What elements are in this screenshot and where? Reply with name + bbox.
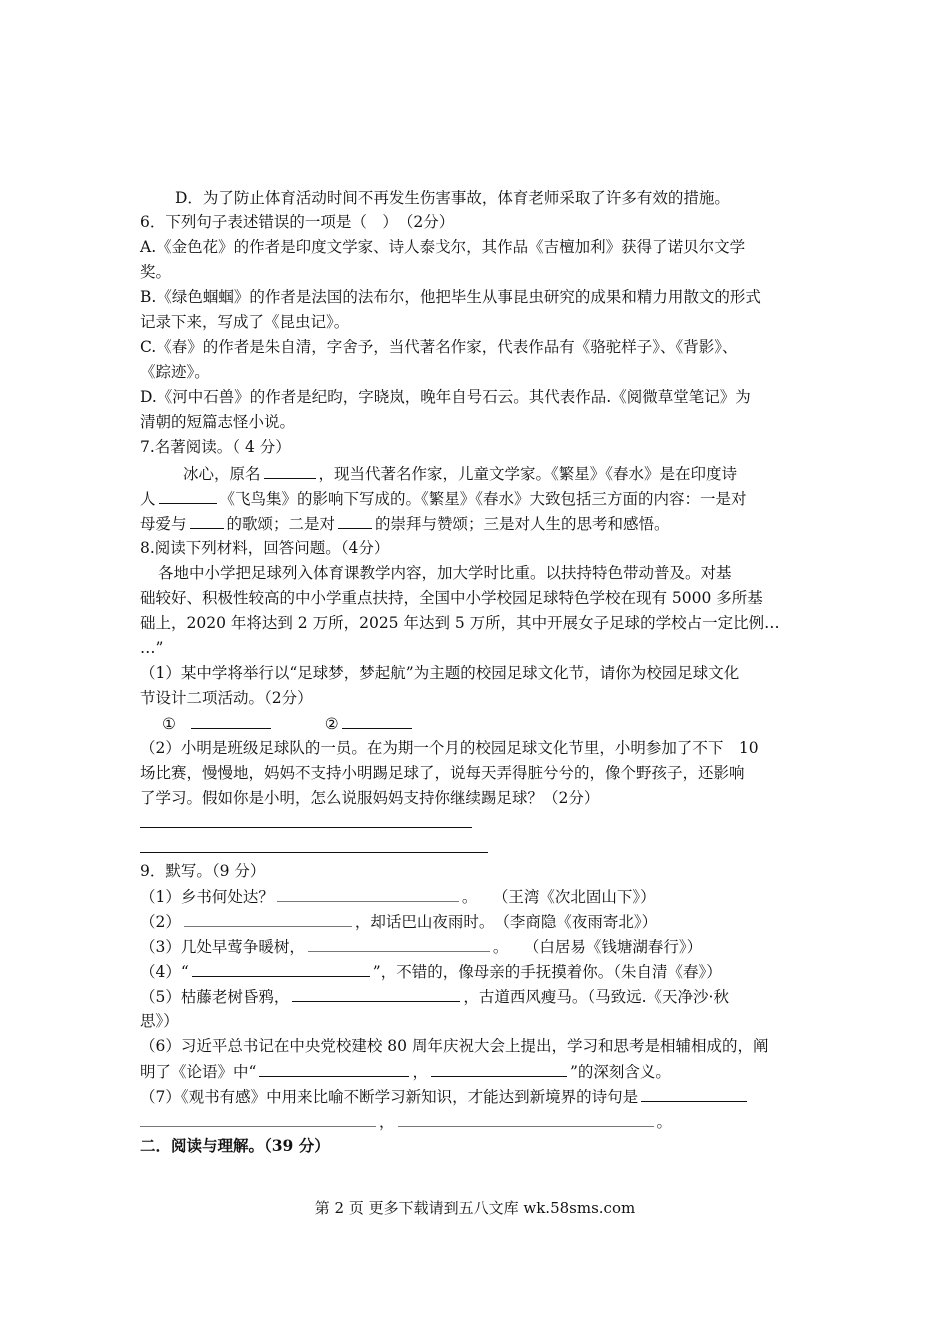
q7-line3 [140, 512, 670, 535]
q9-item6-text-a: 明了《论语》中“ [140, 1063, 257, 1081]
q9-item6-line1: （6）习近平总书记在中央党校建校 80 周年庆祝大会上提出，学习和思考是相辅相成的，阐 [140, 1037, 769, 1055]
q7-line2 [140, 487, 747, 510]
q8-part1-line2: 节设计二项活动。（2分） [140, 689, 313, 707]
q8-material-line4: …” [140, 639, 164, 657]
q7-original-name-blank[interactable] [264, 462, 316, 479]
q6-stem: 6．下列句子表述错误的一项是（ ） （2分） [140, 213, 455, 231]
q8-activity-1-blank[interactable] [191, 712, 271, 729]
q8-part2-line2: 场比赛，慢慢地，妈妈不支持小明踢足球了，说每天弄得脏兮兮的，像个野孩子，还影响 [140, 764, 745, 782]
q7-line3-text-c: 的崇拜与赞颂；三是对人生的思考和感悟。 [375, 515, 670, 533]
q9-item1-text-a: （1）乡书何处达？ [140, 888, 274, 906]
q9-item1-text-b: 。 （王湾《次北固山下》） [461, 888, 656, 906]
q8-part1-line1: （1）某中学将举行以“足球梦，梦起航”为主题的校园足球文化节，请你为校园足球文化 [140, 664, 740, 682]
q9-item4 [140, 960, 722, 983]
q9-item4-text-b: ”，不错的，像母亲的手抚摸着你。（朱自清《春》） [372, 963, 722, 981]
q9-item6-blank-2[interactable] [431, 1060, 567, 1077]
q9-item7-blank-2[interactable] [140, 1110, 376, 1127]
q7-line2-text-b: 《飞鸟集》的影响下写成的。《繁星》《春水》大致包括三方面的内容：一是对 [219, 490, 747, 508]
q8-part2-line1: （2）小明是班级足球队的一员。在为期一个月的校园足球文化节里，小明参加了不下 10 [140, 739, 759, 757]
q6-option-b-line1: B.《绿色蝈蝈》的作者是法国的法布尔，他把毕生从事昆虫研究的成果和精力用散文的形式 [140, 288, 761, 306]
q9-item5-text-a: （5）枯藤老树昏鸦， [140, 988, 290, 1006]
q7-poet-blank[interactable] [159, 487, 217, 504]
q7-line1-text-a: 冰心，原名 [183, 465, 261, 483]
q9-item7-line1 [140, 1085, 750, 1108]
q9-item6-blank-1[interactable] [259, 1060, 409, 1077]
q9-item7-line2 [140, 1110, 672, 1133]
q9-item2-text-a: （2） [140, 913, 181, 931]
q6-option-d-line1: D.《河中石兽》的作者是纪昀，字晓岚，晚年自号石云。其代表作品.《阅微草堂笔记》为 [140, 388, 751, 406]
page-footer: 第 2 页 更多下载请到五八文库 wk.58sms.com [314, 1199, 636, 1217]
q7-line1 [183, 462, 737, 485]
q7-line2-text-a: 人 [140, 490, 156, 508]
q9-item3-text-a: （3）几处早莺争暖树， [140, 938, 305, 956]
q9-item7-text-a: （7）《观书有感》中用来比喻不断学习新知识，才能达到新境界的诗句是 [140, 1088, 639, 1106]
q8-material-line1: 各地中小学把足球列入体育课教学内容，加大学时比重。以扶持特色带动普及。对基 [158, 564, 732, 582]
q6-option-b-line2: 记录下来，写成了《昆虫记》。 [140, 313, 350, 331]
q9-item7-text-c: 。 [656, 1113, 673, 1131]
q9-item3-blank[interactable] [308, 935, 490, 952]
q6-option-c-line1: C.《春》的作者是朱自清，字舍予，当代著名作家，代表作品有《骆驼样子》、《背影》、 [140, 338, 738, 356]
q9-item4-blank[interactable] [192, 960, 370, 977]
q7-line1-text-b: ，现当代著名作家，儿童文学家。《繁星》《春水》是在印度诗 [318, 465, 738, 483]
q7-theme1-blank[interactable] [190, 512, 224, 529]
q9-item7-blank-3[interactable] [398, 1110, 654, 1127]
q8-answer-line-1[interactable] [140, 827, 472, 828]
q7-theme2-blank[interactable] [338, 512, 372, 529]
q5-option-d: D．为了防止体育活动时间不再发生伤害事故，体育老师采取了许多有效的措施。 [175, 189, 730, 207]
q9-item5-text-b: ，古道西风瘦马。（马致远.《天净沙·秋 [463, 988, 729, 1006]
section-2-title: 二．阅读与理解。（39 分） [140, 1136, 330, 1155]
q9-item1-blank[interactable] [277, 885, 459, 902]
q9-item2-text-b: ，却话巴山夜雨时。 （李商隐《夜雨寄北》） [354, 913, 658, 931]
q8-material-line2: 础较好、积极性较高的中小学重点扶持，全国中小学校园足球特色学校在现有 5000 多所基 [140, 589, 763, 607]
q7-stem: 7.名著阅读。（ 4 分） [140, 438, 291, 456]
q9-item6-text-c: ”的深刻含义。 [569, 1063, 671, 1081]
q7-line3-text-a: 母爱与 [140, 515, 187, 533]
q9-item6-line2 [140, 1060, 671, 1083]
q9-item6-text-b: ， [412, 1063, 428, 1081]
q6-option-c-line2: 《踪迹》。 [140, 363, 210, 381]
q9-item2 [140, 910, 657, 933]
q7-line3-text-b: 的歌颂；二是对 [226, 515, 336, 533]
q8-part2-line3: 了学习。假如你是小明，怎么说服妈妈支持你继续踢足球？（2分） [140, 789, 600, 807]
q9-item4-text-a: （4）“ [140, 963, 189, 981]
q6-option-d-line2: 清朝的短篇志怪小说。 [140, 413, 296, 431]
q9-item7-blank-1[interactable] [641, 1085, 747, 1102]
q8-stem: 8.阅读下列材料，回答问题。（4分） [140, 539, 390, 557]
q9-item2-blank[interactable] [184, 910, 352, 927]
q9-item1 [140, 885, 656, 908]
q8-activity-1-label: ① [162, 715, 176, 733]
q9-item5-cont: 思》） [140, 1012, 179, 1030]
q8-activity-2-blank[interactable] [342, 712, 412, 729]
q9-item7-text-b: ， [379, 1113, 395, 1131]
q8-material-line3: 础上，2020 年将达到 2 万所，2025 年达到 5 万所，其中开展女子足球的学校占一定比例… [140, 614, 780, 632]
q8-answer-line-2[interactable] [140, 852, 488, 853]
q8-activity-row [162, 712, 415, 735]
q6-option-a-line1: A.《金色花》的作者是印度文学家、诗人泰戈尔，其作品《吉檀加利》获得了诺贝尔文学 [140, 238, 746, 256]
q6-option-a-line2: 奖。 [140, 263, 172, 281]
q9-item5-blank[interactable] [292, 985, 460, 1002]
q8-activity-2-label: ② [324, 715, 339, 733]
q9-item3 [140, 935, 702, 958]
q9-item5 [140, 985, 729, 1008]
q9-stem: 9．默写。（9 分） [140, 862, 266, 880]
q9-item3-text-b: 。 （白居易《钱塘湖春行》） [492, 938, 703, 956]
